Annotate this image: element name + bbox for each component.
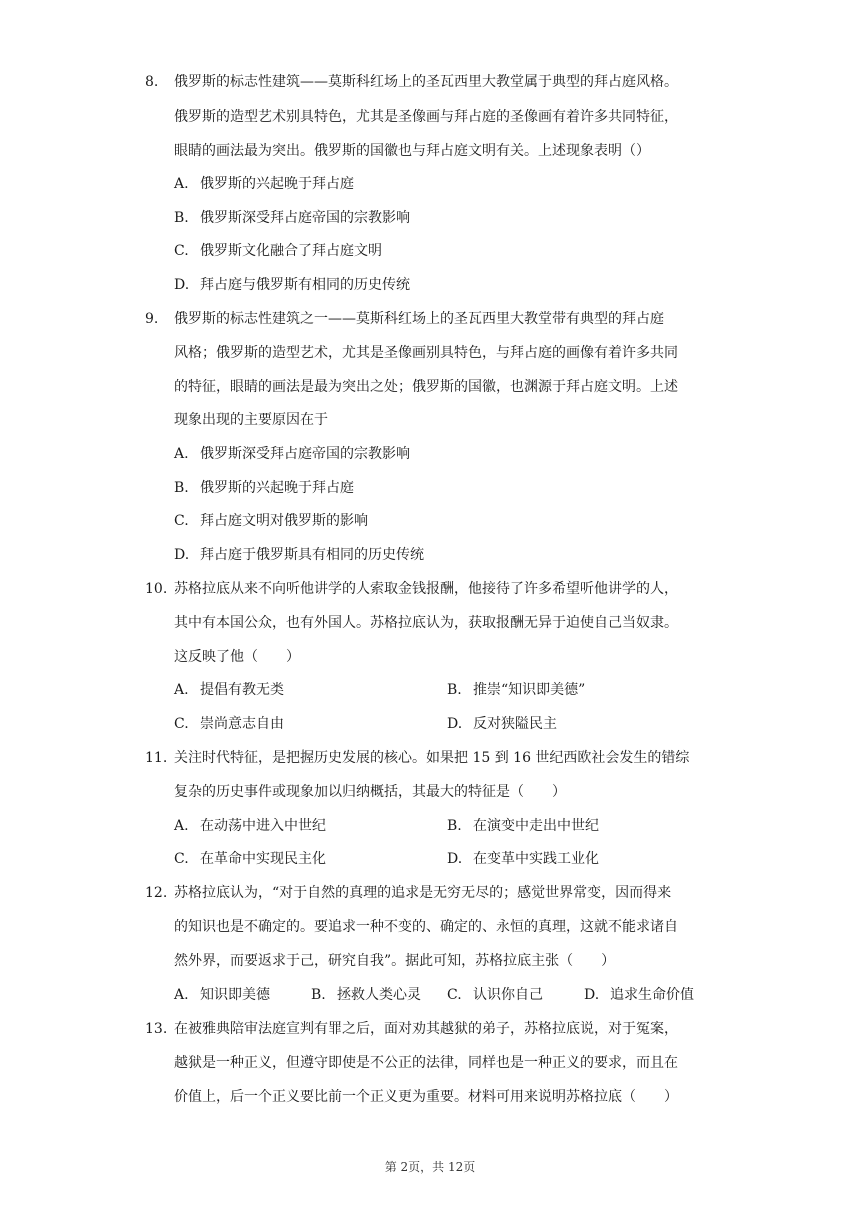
option-text: 知识即美德 bbox=[200, 987, 270, 1003]
option-a bbox=[174, 444, 410, 464]
question-text-line: 俄罗斯的标志性建筑之一——莫斯科红场上的圣瓦西里大教堂带有典型的拜占庭 bbox=[174, 311, 664, 327]
option-text: 俄罗斯文化融合了拜占庭文明 bbox=[200, 243, 382, 259]
option-label: D. bbox=[447, 851, 463, 867]
option-text: 拜占庭与俄罗斯有相同的历史传统 bbox=[200, 277, 410, 293]
option-text: 反对狭隘民主 bbox=[473, 716, 557, 732]
page-footer: 第 2页，共 12页 bbox=[384, 1160, 476, 1174]
option-label: A. bbox=[174, 987, 189, 1003]
question-number: 9. bbox=[145, 311, 159, 327]
option-text: 崇尚意志自由 bbox=[200, 716, 284, 732]
option-b bbox=[447, 680, 585, 700]
question-number: 10. bbox=[145, 581, 168, 597]
option-label: C. bbox=[174, 513, 189, 529]
option-text: 拯救人类心灵 bbox=[337, 987, 421, 1003]
question-text-line: 俄罗斯的标志性建筑——莫斯科红场上的圣瓦西里大教堂属于典型的拜占庭风格。 bbox=[174, 74, 678, 90]
option-label: B. bbox=[174, 480, 189, 496]
option-text: 俄罗斯深受拜占庭帝国的宗教影响 bbox=[200, 446, 410, 462]
question-text-line: 现象出现的主要原因在于 bbox=[174, 412, 328, 428]
option-text: 在变革中实践工业化 bbox=[473, 851, 599, 867]
option-label: A. bbox=[174, 446, 189, 462]
option-text: 拜占庭于俄罗斯具有相同的历史传统 bbox=[200, 547, 424, 563]
option-text: 追求生命价值 bbox=[610, 987, 694, 1003]
option-label: A. bbox=[174, 682, 189, 698]
option-text: 推崇“知识即美德” bbox=[473, 682, 586, 698]
question-text-line: 苏格拉底认为，“对于自然的真理的追求是无穷无尽的；感觉世界常变，因而得来 bbox=[174, 885, 672, 901]
question-text-line: 越狱是一种正义，但遵守即使是不公正的法律，同样也是一种正义的要求，而且在 bbox=[174, 1055, 678, 1071]
question-text-line: 眼睛的画法最为突出。俄罗斯的国徽也与拜占庭文明有关。上述现象表明（） bbox=[174, 143, 650, 159]
option-b bbox=[447, 816, 599, 836]
option-label: A. bbox=[174, 818, 189, 834]
option-d bbox=[584, 985, 694, 1005]
option-a bbox=[174, 680, 284, 700]
option-text: 在演变中走出中世纪 bbox=[473, 818, 599, 834]
option-d bbox=[447, 849, 599, 869]
option-a bbox=[174, 174, 354, 194]
question-text-line: 俄罗斯的造型艺术别具特色，尤其是圣像画与拜占庭的圣像画有着许多共同特征， bbox=[174, 109, 678, 125]
option-a bbox=[174, 816, 326, 836]
option-label: D. bbox=[174, 277, 190, 293]
question-number: 11. bbox=[145, 750, 168, 766]
option-text: 拜占庭文明对俄罗斯的影响 bbox=[200, 513, 368, 529]
option-text: 认识你自己 bbox=[473, 987, 543, 1003]
option-label: B. bbox=[447, 682, 462, 698]
question-number: 8. bbox=[145, 74, 159, 90]
option-c bbox=[174, 849, 326, 869]
question-text-line: 的特征，眼睛的画法是最为突出之处；俄罗斯的国徽，也渊源于拜占庭文明。上述 bbox=[174, 379, 678, 395]
option-d bbox=[447, 714, 557, 734]
option-label: C. bbox=[174, 851, 189, 867]
question-text-line: 这反映了他（ ） bbox=[174, 649, 300, 665]
question-text-line: 复杂的历史事件或现象加以归纳概括，其最大的特征是（ ） bbox=[174, 784, 566, 800]
option-b bbox=[174, 478, 354, 498]
question-text-line: 的知识也是不确定的。要追求一种不变的、确定的、永恒的真理，这就不能求诸自 bbox=[174, 919, 678, 935]
question-number: 13. bbox=[145, 1021, 168, 1037]
option-b bbox=[174, 208, 410, 228]
option-label: C. bbox=[174, 243, 189, 259]
option-text: 俄罗斯的兴起晚于拜占庭 bbox=[200, 480, 354, 496]
option-b bbox=[311, 985, 421, 1005]
option-label: A. bbox=[174, 176, 189, 192]
question-text-line: 风格；俄罗斯的造型艺术，尤其是圣像画别具特色，与拜占庭的画像有着许多共同 bbox=[174, 345, 678, 361]
option-label: D. bbox=[174, 547, 190, 563]
option-text: 在革命中实现民主化 bbox=[200, 851, 326, 867]
option-text: 俄罗斯深受拜占庭帝国的宗教影响 bbox=[200, 210, 410, 226]
option-c bbox=[447, 985, 543, 1005]
option-label: D. bbox=[584, 987, 600, 1003]
question-text-line: 在被雅典陪审法庭宣判有罪之后，面对劝其越狱的弟子，苏格拉底说，对于冤案， bbox=[174, 1021, 678, 1037]
question-text-line: 其中有本国公众，也有外国人。苏格拉底认为，获取报酬无异于迫使自己当奴隶。 bbox=[174, 615, 678, 631]
option-label: C. bbox=[447, 987, 462, 1003]
option-label: B. bbox=[311, 987, 326, 1003]
option-label: B. bbox=[174, 210, 189, 226]
option-label: C. bbox=[174, 716, 189, 732]
question-text-line: 苏格拉底从来不向听他讲学的人索取金钱报酬，他接待了许多希望听他讲学的人， bbox=[174, 581, 678, 597]
option-a bbox=[174, 985, 270, 1005]
option-text: 俄罗斯的兴起晚于拜占庭 bbox=[200, 176, 354, 192]
option-c bbox=[174, 714, 284, 734]
question-text-line: 然外界，而要返求于己，研究自我”。据此可知，苏格拉底主张（ ） bbox=[174, 953, 616, 969]
option-label: D. bbox=[447, 716, 463, 732]
option-d bbox=[174, 275, 410, 295]
option-c bbox=[174, 241, 382, 261]
question-text-line: 价值上，后一个正义要比前一个正义更为重要。材料可用来说明苏格拉底（ ） bbox=[174, 1089, 678, 1105]
option-text: 在动荡中进入中世纪 bbox=[200, 818, 326, 834]
question-text-line: 关注时代特征，是把握历史发展的核心。如果把 15 到 16 世纪西欧社会发生的错综 bbox=[174, 750, 690, 766]
option-text: 提倡有教无类 bbox=[200, 682, 284, 698]
option-c bbox=[174, 511, 368, 531]
question-number: 12. bbox=[145, 885, 168, 901]
option-label: B. bbox=[447, 818, 462, 834]
option-d bbox=[174, 545, 424, 565]
